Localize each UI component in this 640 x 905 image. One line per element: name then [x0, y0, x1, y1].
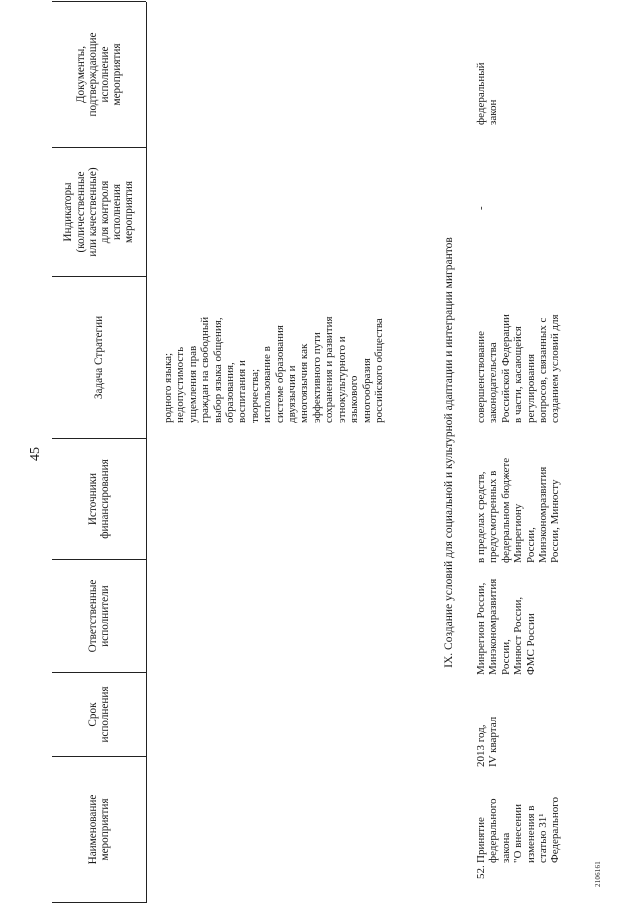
header-deadline: Срок исполнения	[86, 686, 111, 743]
header-executors: Ответственные исполнители	[86, 579, 111, 653]
section-title: IX. Создание условий для социальной и культурной адаптации и интеграции мигрантов	[443, 237, 455, 668]
row-deadline: 2013 год, IV квартал	[475, 716, 500, 767]
row-number: 52.	[475, 865, 487, 879]
row-financing: в пределах средств, предусмотренных в федеральном бюджете Минрегиону России, Минэкономразвития России, Минюсту	[475, 457, 562, 563]
column-divider	[52, 902, 146, 903]
header-indicators: Индикаторы (количественные или качественные) для контроля исполнения мероприятия	[62, 167, 136, 257]
header-name: Наименование мероприятия	[86, 794, 111, 865]
header-financing: Источники финансирования	[86, 459, 111, 539]
row-indicators: -	[475, 206, 487, 210]
header-bottom-rule	[146, 2, 147, 903]
row-documents: федеральный закон	[475, 62, 500, 125]
page-number: 45	[28, 447, 43, 461]
header-strategy-task: Задача Стратегии	[92, 315, 105, 400]
row-strategy-task: совершенствование законодательства Российской Федерации в части, касающейся регулирования вопросов, связанных с созданием условий для	[475, 314, 562, 423]
row-executors: Минрегион России, Минэкономразвития России, Минюст России, ФМС России	[475, 578, 537, 675]
document-id: 2106161	[594, 861, 602, 887]
row-name: Принятие федерального закона "О внесении изменения в статью 31¹ Федерального	[475, 796, 562, 863]
header-documents: Документы, подтверждающие исполнение мероприятия	[74, 32, 124, 117]
continued-strategy-task: родного языка; недопустимость ущемления прав граждан на свободный выбор языка общения, образования, воспитания и творчества; использование в системе образования двуязычия и многоязычия как эффективного пути сохранения и развития этнокультурного и языкового многообразия российского общества	[162, 316, 385, 423]
